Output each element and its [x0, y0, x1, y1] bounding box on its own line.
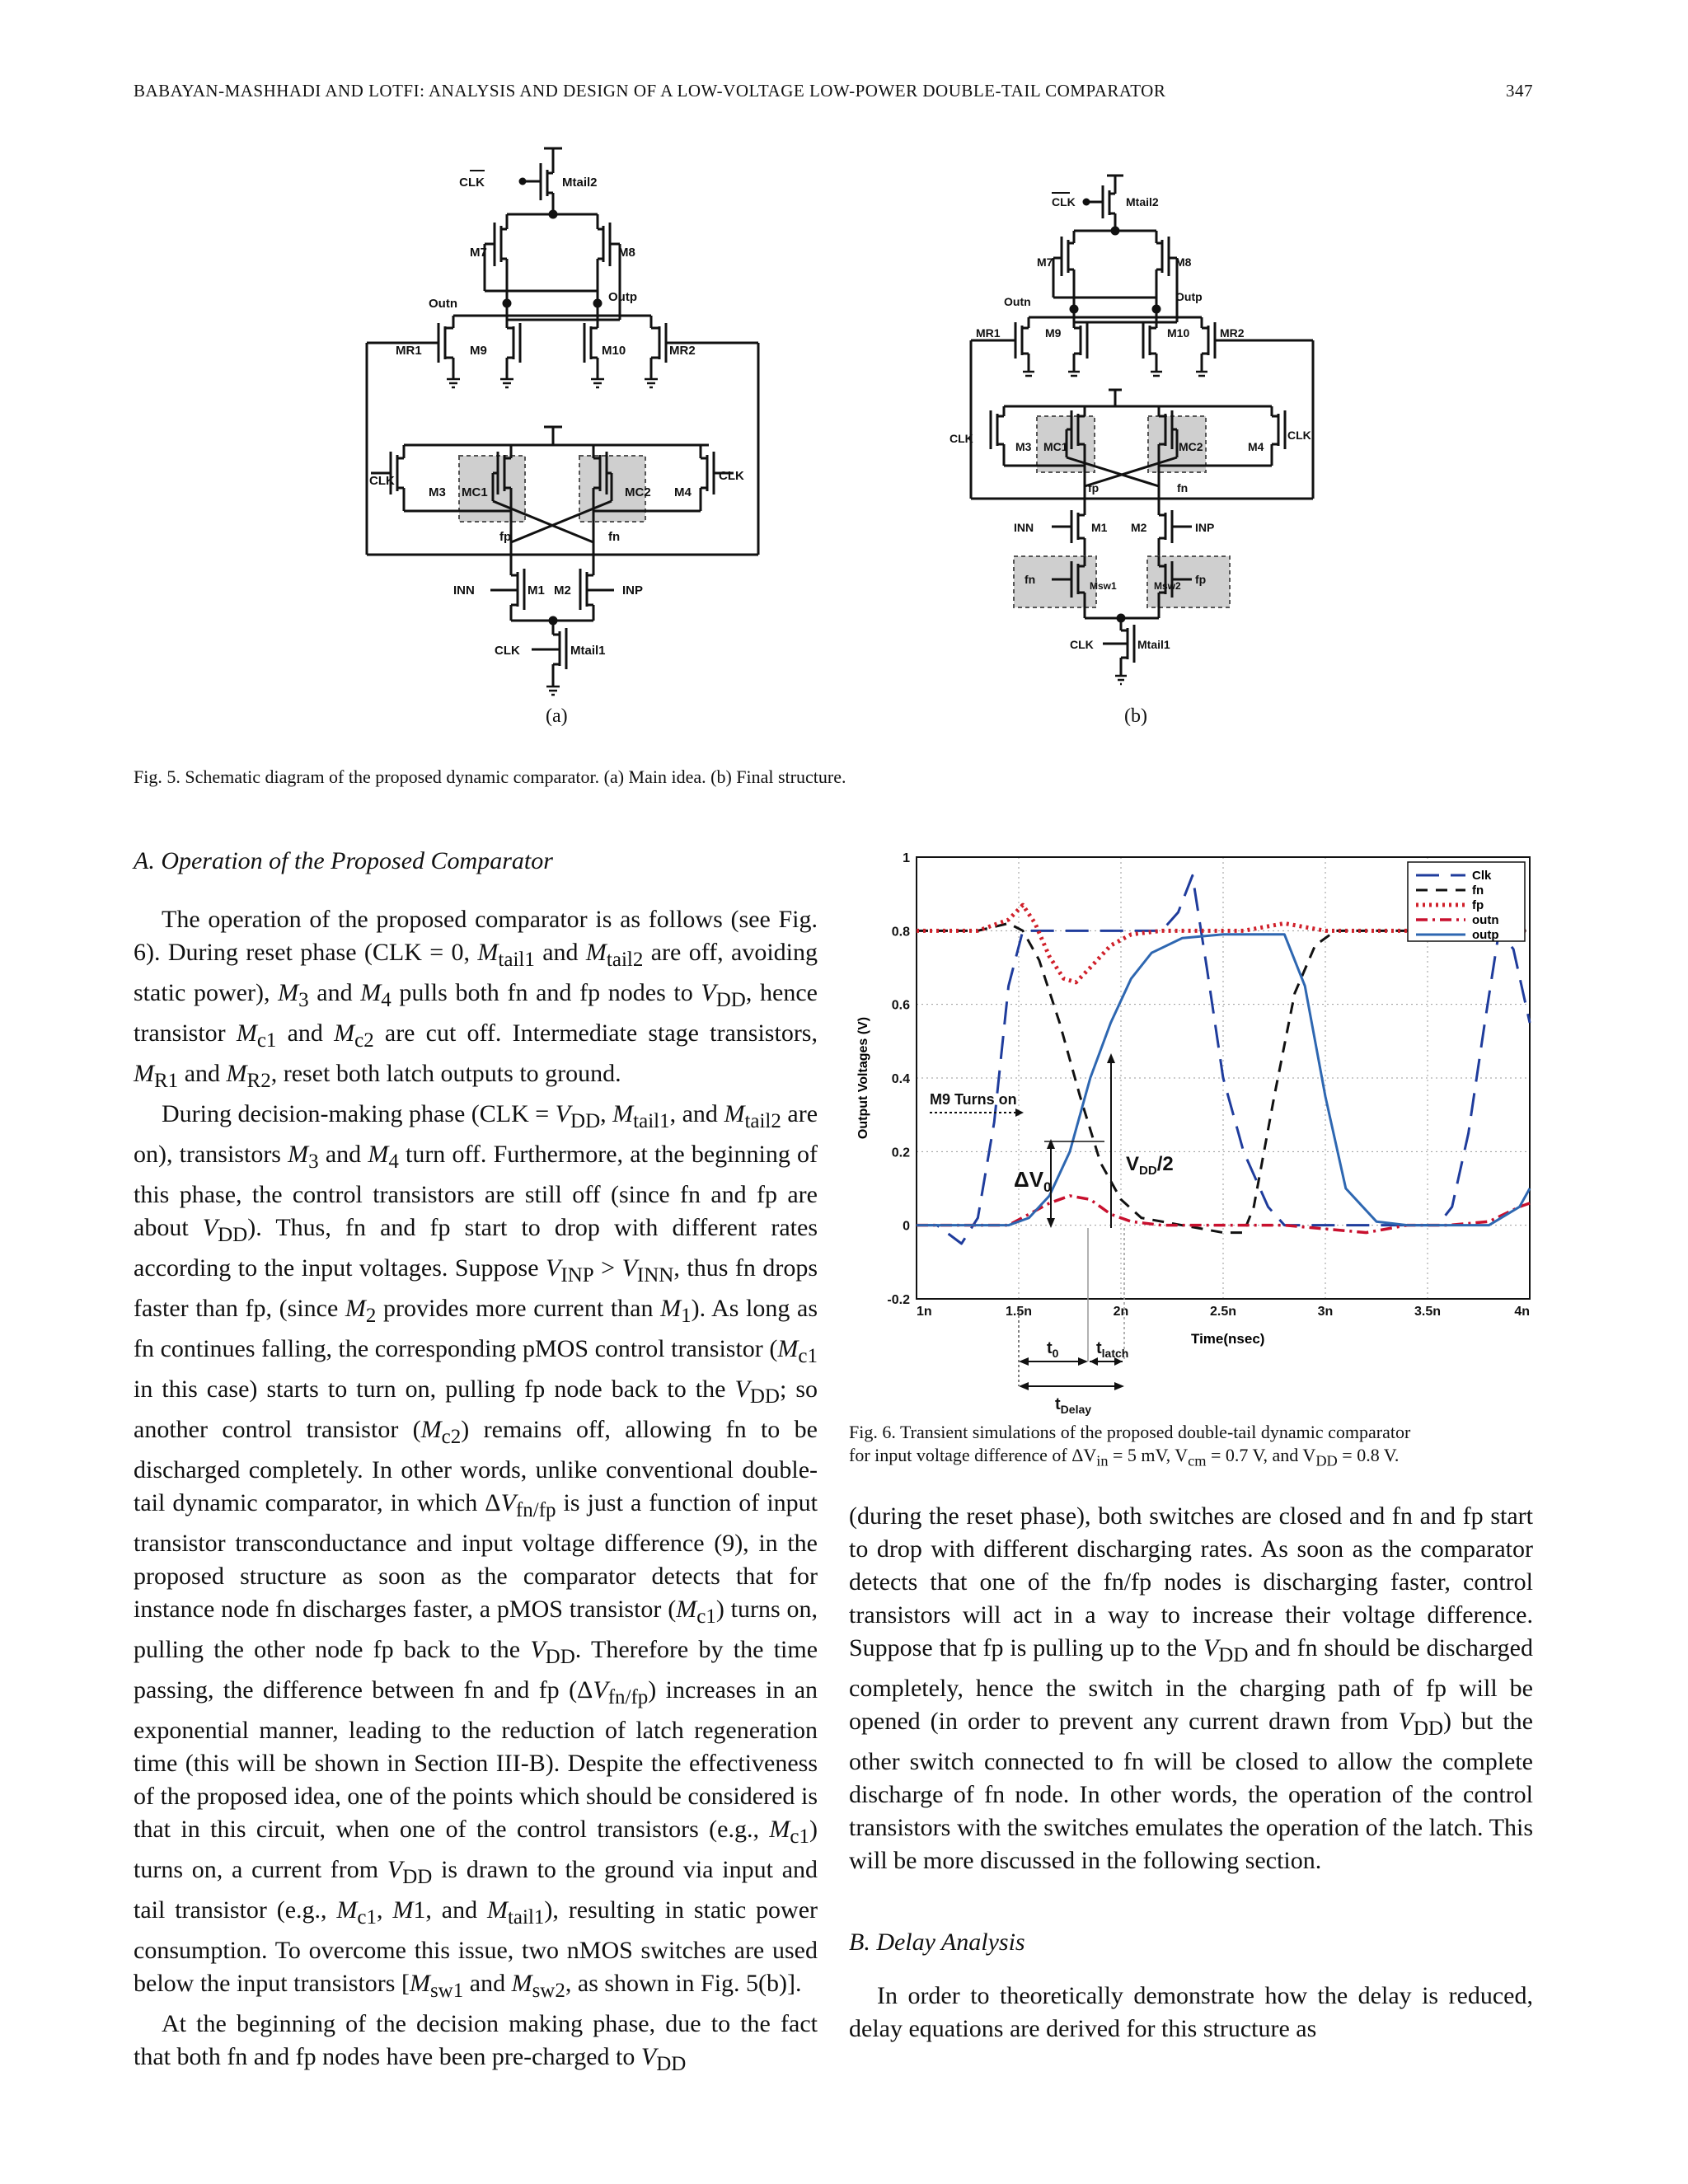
label-m1: M1 — [1091, 521, 1108, 534]
label-m8: M8 — [1175, 255, 1192, 269]
y-tick-label: 0.4 — [891, 1072, 910, 1086]
m9-arrowhead — [1015, 1108, 1024, 1117]
label-mc2: MC2 — [1179, 440, 1203, 453]
label-mc1: MC1 — [1043, 440, 1068, 453]
label-mr2: MR2 — [1220, 326, 1245, 340]
y-tick-label: 0.2 — [891, 1146, 910, 1160]
label-m8: M8 — [618, 246, 635, 260]
x-axis-label: Time(nsec) — [1191, 1331, 1265, 1347]
right-column-text — [849, 1500, 1533, 1877]
y-tick-label: 0.8 — [891, 925, 910, 940]
section-b-heading: B. Delay Analysis — [849, 1929, 1025, 1956]
label-clkb: CLK — [1052, 195, 1076, 209]
y-axis-label: Output Voltages (V) — [856, 1016, 870, 1140]
legend — [1408, 862, 1525, 942]
fig5-caption: Fig. 5. Schematic diagram of the proposed dynamic comparator. (a) Main idea. (b) Final structure. — [134, 766, 846, 787]
para-1: The operation of the proposed comparator is as follows (see Fig. 6). During reset phase (CLK = 0, $M_{tail1}$ and $M_{tail2}$ are off, avoiding static power), $M_3$ and $M_4$ pulls both fn and fp nodes to $V_{DD}$, hence transistor $M_{c1}$ and $M_{c2}$ are cut off. Intermediate stage transistors, $M_{R1}$ and $M_{R2}$, reset both latch outputs to ground. — [134, 906, 818, 1092]
fig6-chart — [849, 841, 1541, 1418]
label-mr1: MR1 — [976, 326, 1001, 340]
legend-label-outn: outn — [1472, 913, 1499, 927]
y-tick-label: 0 — [903, 1219, 910, 1234]
annotations — [930, 1053, 1174, 1416]
dv0-label: $\Delta V_0$ — [1014, 1167, 1052, 1195]
y-tick-label: 1 — [903, 851, 910, 865]
left-column-text — [134, 903, 818, 2081]
label-m2: M2 — [1131, 521, 1147, 534]
tdelay-label: $t_{Delay}$ — [1055, 1395, 1092, 1416]
para-4: (during the reset phase), both switches are closed and fn and fp start to drop with different discharging rates. As soon as the comparator detects that one of the fn/fp nodes is discharging faster, control transistors will act in a way to increase their voltage difference. Suppose that fp is pulling up to the $V_{DD}$ and fn should be discharged completely, hence the switch in the charging path of fp will be opened (in order to prevent any current drawn from $V_{DD}$) but the other switch connected to fn will be closed to allow the complete discharge of fn node. In other words, the operation of the control transistors with the switches emulates the operation of the latch. This will be more discussed in the following section. — [849, 1502, 1534, 1874]
label-mtail1: Mtail1 — [570, 644, 606, 658]
tlatch-label: $t_{latch}$ — [1096, 1339, 1129, 1360]
label-inn: INN — [453, 583, 475, 598]
label-m4: M4 — [674, 485, 692, 499]
label-clk-right: CLK — [719, 469, 744, 483]
x-tick-label: 1n — [917, 1305, 932, 1319]
fig6-caption — [849, 1421, 1410, 1472]
label-m9: M9 — [470, 344, 487, 358]
label-outn: Outn — [1004, 295, 1031, 308]
legend-label-Clk: Clk — [1472, 869, 1492, 883]
t0-label: $t_0$ — [1047, 1339, 1059, 1360]
label-inn: INN — [1014, 521, 1034, 534]
label-m1: M1 — [528, 583, 545, 598]
running-header — [134, 81, 1533, 105]
label-mr1: MR1 — [396, 344, 422, 358]
label-m10: M10 — [602, 344, 626, 358]
para-3: At the beginning of the decision making phase, due to the fact that both fn and fp nodes have been pre-charged to $V_{DD}$ — [134, 2010, 818, 2075]
label-m4: M4 — [1248, 440, 1264, 453]
label-inp: INP — [1195, 521, 1215, 534]
label-mr2: MR2 — [669, 344, 696, 358]
x-tick-label: 3.5n — [1414, 1305, 1442, 1319]
x-tick-label: 2n — [1113, 1305, 1129, 1319]
running-title: BABAYAN-MASHHADI AND LOTFI: ANALYSIS AND DESIGN OF A LOW-VOLTAGE LOW-POWER DOUBLE-TAIL COMPARATOR — [134, 81, 1166, 101]
label-mtail2: Mtail2 — [1126, 195, 1159, 209]
label-fn: fn — [1177, 481, 1189, 494]
legend-label-outp: outp — [1472, 928, 1499, 942]
label-msw1: Msw1 — [1090, 580, 1117, 592]
label-clk-tail: CLK — [495, 644, 520, 658]
label-clkb: CLK — [459, 176, 485, 190]
label-m3: M3 — [429, 485, 446, 499]
fig5a-sublabel: (a) — [546, 705, 568, 727]
label-clk-tail: CLK — [1070, 638, 1094, 651]
label-fn: fn — [608, 530, 621, 544]
page-number: 347 — [1506, 81, 1533, 101]
label-mtail1: Mtail1 — [1137, 638, 1170, 651]
label-fp: fp — [1088, 481, 1100, 494]
label-msw2: Msw2 — [1154, 580, 1181, 592]
label-outn: Outn — [429, 297, 457, 311]
label-clk-left: CLK — [369, 474, 395, 488]
y-tick-label: 0.6 — [891, 998, 910, 1013]
label-clk-left: CLK — [950, 432, 973, 445]
section-a-heading: A. Operation of the Proposed Comparator — [134, 847, 553, 874]
label-inp: INP — [622, 583, 644, 598]
fig5b-sublabel: (b) — [1124, 705, 1147, 727]
label-m3: M3 — [1015, 440, 1032, 453]
fig6-caption-line1: Fig. 6. Transient simulations of the proposed double-tail dynamic comparator — [849, 1422, 1411, 1442]
right-column-text-2 — [849, 1980, 1533, 2046]
vdd2-label: $V_{DD}/2$ — [1126, 1153, 1174, 1178]
label-mtail2: Mtail2 — [562, 176, 598, 190]
x-tick-label: 2.5n — [1209, 1305, 1237, 1319]
x-tick-label: 1.5n — [1005, 1305, 1033, 1319]
label-outp: Outp — [608, 290, 637, 304]
legend-label-fn: fn — [1472, 883, 1484, 898]
x-tick-label: 3n — [1317, 1305, 1334, 1319]
label-outp: Outp — [1175, 290, 1203, 303]
label-m7: M7 — [1037, 255, 1053, 269]
para-2: During decision-making phase ($CLK = V_{DD}$, $M_{tail1}$, and $M_{tail2}$ are on), transistors $M_3$ and $M_4$ turn off. Furthermore, at the beginning of this phase, the control transistors are still off (since fn and fp are about $V_{DD}$). Thus, fn and fp start to drop with different rates according to the input voltages. Suppose $V_{INP} > V_{INN}$, thus fn drops faster than fp, (since $M_2$ provides more current than $M_1$). As long as fn continues falling, the corresponding pMOS control transistor ($M_{c1}$ in this case) starts to turn on, pulling fp node back to the $V_{DD}$; so another control transistor $(M_{c2})$ remains off, allowing fn to be discharged completely. In other words, unlike conventional double-tail dynamic comparator, in which $\Delta V_{fn/fp}$ is just a function of input transistor transconductance and input voltage difference (9), in the proposed structure as soon as the comparator detects that for instance node fn discharges faster, a pMOS transistor $(M_{c1})$ turns on, pulling the other node fp back to the $V_{DD}$. Therefore by the time passing, the difference between fn and fp $(\Delta V_{fn/fp})$ increases in an exponential manner, leading to the reduction of latch regeneration time (this will be shown in Section III-B). Despite the effectiveness of the proposed idea, one of the points which should be considered is that in this circuit, when one of the control transistors (e.g., $M_{c1}$) turns on, a current from $V_{DD}$ is drawn to the ground via input and tail transistor (e.g., $M_{c1}$, M1, and $M_{tail1}$), resulting in static power consumption. To overcome this issue, two nMOS switches are used below the input transistors [$M_{sw1}$ and $M_{sw2}$, as shown in Fig. 5(b)]. — [134, 1100, 818, 2002]
m9-turns-on-label: M9 Turns on — [930, 1091, 1017, 1108]
label-m9: M9 — [1045, 326, 1062, 340]
label-fn-sw: fn — [1025, 573, 1036, 586]
fig6-caption-line2: for input voltage difference of $\Delta V_{in} = 5$ mV, $V_{cm} = 0.7$ V, and $V_{DD} = 0.8$ V. — [849, 1445, 1400, 1469]
schematic-b — [946, 169, 1325, 705]
y-tick-label: -0.2 — [887, 1293, 910, 1307]
schematic-a — [346, 138, 775, 715]
label-fp: fp — [499, 530, 512, 544]
x-tick-label: 4n — [1514, 1305, 1530, 1319]
label-clk-right: CLK — [1287, 429, 1311, 442]
label-m7: M7 — [470, 246, 487, 260]
label-fp-sw: fp — [1195, 573, 1207, 586]
para-5: In order to theoretically demonstrate how the delay is reduced, delay equations are derived for this structure as — [849, 1982, 1533, 2042]
label-m2: M2 — [554, 583, 571, 598]
legend-label-fp: fp — [1472, 898, 1484, 912]
label-mc1: MC1 — [462, 485, 488, 499]
label-m10: M10 — [1167, 326, 1190, 340]
label-mc2: MC2 — [625, 485, 651, 499]
